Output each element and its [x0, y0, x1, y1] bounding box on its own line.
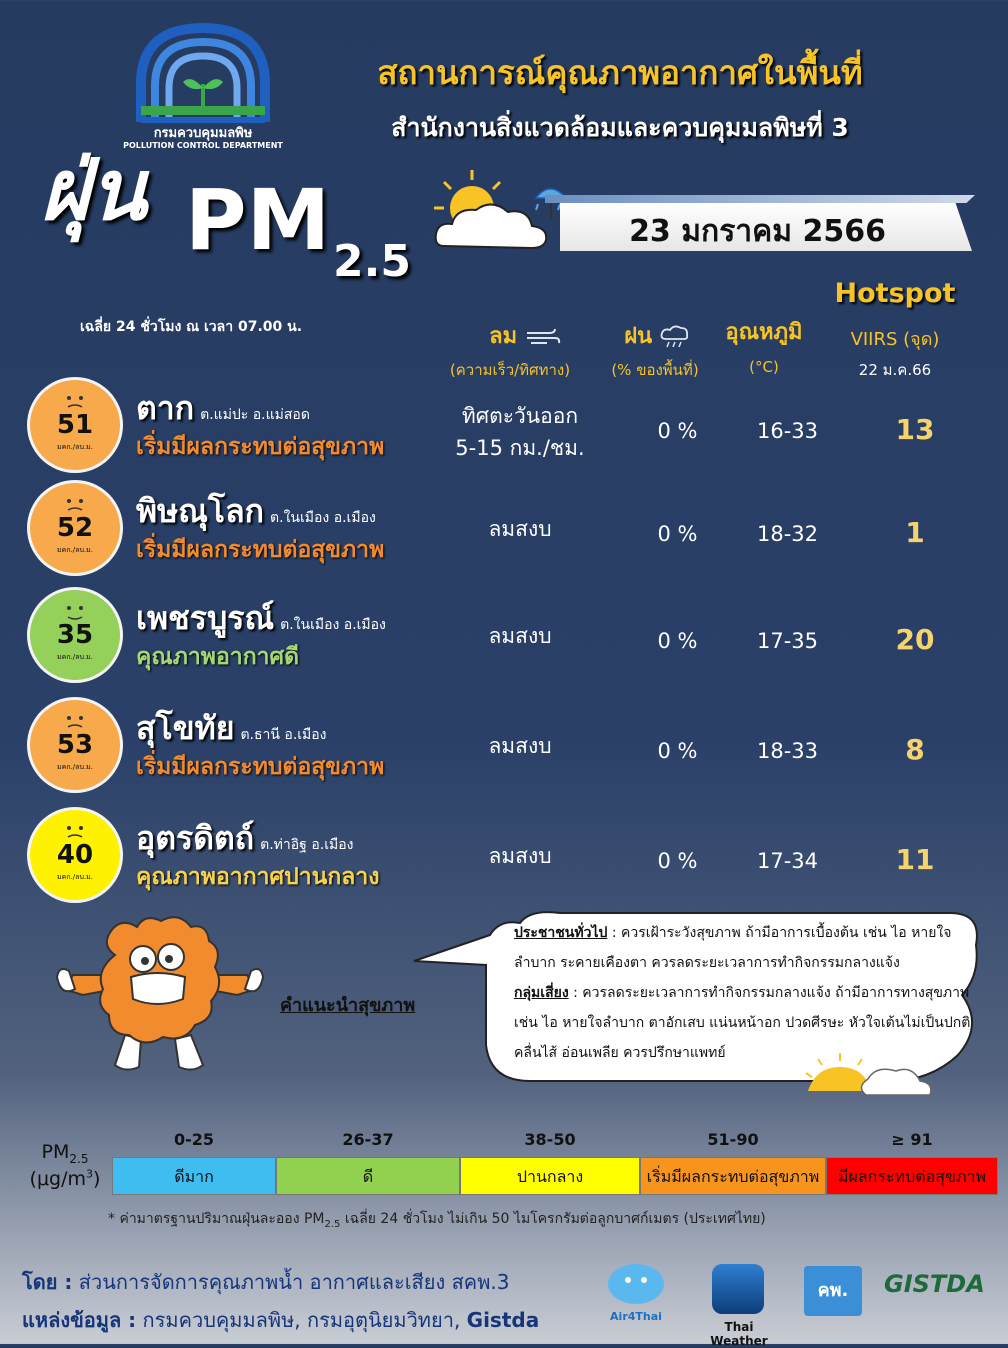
risk-group-text: : ควรลดระยะเวลาการทำกิจกรรมกลางแจ้ง ถ้ามีอาการทางสุขภาพ เช่น ไอ หายใจลำบาก ตาอักเสบ แน่นหน้าอก ปวดศีรษะ หัวใจเต้นไม่เป็นปกติ คลื่นไส้ อ่อนเพลีย ควรปรึกษาแพทย์: [514, 985, 971, 1061]
scale-level: มีผลกระทบต่อสุขภาพ: [826, 1157, 998, 1195]
station-location: ต.ในเมือง อ.เมือง: [280, 617, 386, 633]
scale-title: [22, 1140, 108, 1192]
scale-unit-end: ): [93, 1168, 101, 1191]
wind-header: [470, 318, 580, 353]
air-quality-status: คุณภาพอากาศดี: [136, 644, 300, 670]
temp-subheader: (°C): [749, 358, 779, 376]
thai-weather-logo: [700, 1264, 778, 1348]
temp-header: อุณหภูมิ: [725, 320, 803, 345]
air-quality-status: คุณภาพอากาศปานกลาง: [136, 864, 380, 890]
province-name: [136, 703, 327, 754]
pm-value-badge-inner: [38, 388, 112, 462]
pm-value-badge: [30, 590, 120, 680]
health-advice-title: คำแนะนำสุขภาพ: [280, 995, 416, 1016]
scale-range: 51-90: [707, 1130, 759, 1149]
wind-value: [430, 841, 610, 873]
province-label: ตาก: [136, 389, 195, 427]
standard-footnote: [108, 1208, 988, 1230]
scale-range: 26-37: [342, 1130, 394, 1149]
pm-value: 35: [56, 620, 94, 650]
wind-value: [430, 621, 610, 653]
station-location: ต.แม่ปะ อ.แม่สอด: [200, 407, 310, 423]
pm-value-badge: [30, 700, 120, 790]
air4thai-logo: [595, 1262, 677, 1324]
wind-icon: [525, 327, 561, 347]
wind-line-1: ลมสงบ: [488, 734, 552, 758]
rain-value: 0 %: [657, 419, 698, 443]
mood-face-icon: [60, 495, 90, 513]
pm-value: 53: [56, 730, 94, 760]
rain-value: 0 %: [657, 739, 698, 763]
province-name: [136, 486, 376, 537]
air-quality-status: เริ่มมีผลกระทบต่อสุขภาพ: [136, 754, 385, 780]
air-quality-status: เริ่มมีผลกระทบต่อสุขภาพ: [136, 537, 385, 563]
province-label: เพชรบูรณ์: [136, 599, 275, 637]
station-row: [0, 478, 1008, 578]
province-label: สุโขทัย: [136, 709, 235, 747]
hotspot-count: 1: [905, 516, 925, 549]
thai-weather-icon: [712, 1264, 764, 1314]
province-label: พิษณุโลก: [136, 492, 265, 530]
pm-unit: มคก./ลบ.ม.: [57, 763, 93, 771]
rain-header: [612, 318, 702, 353]
data-source-text: กรมควบคุมมลพิษ, กรมอุตุนิยมวิทยา,: [136, 1308, 467, 1332]
scale-label: PM: [41, 1141, 70, 1163]
org-name-th: กรมควบคุมมลพิษ: [153, 126, 253, 141]
temperature-value: 17-35: [756, 629, 819, 653]
rain-header-label: ฝน: [624, 324, 653, 349]
scale-range: 38-50: [524, 1130, 576, 1149]
hotspot-subheader: VIIRS (จุด): [850, 329, 940, 350]
pm-value-badge: [30, 380, 120, 470]
average-note: เฉลี่ย 24 ชั่วโมง ณ เวลา 07.00 น.: [80, 319, 303, 335]
pm-value: 51: [56, 410, 94, 440]
risk-group-label: กลุ่มเสี่ยง: [514, 985, 569, 1001]
wind-value: [430, 401, 610, 464]
footnote-pre: * ค่ามาตรฐานปริมาณฝุ่นละออง PM: [108, 1211, 325, 1227]
station-row: [0, 375, 1008, 475]
air4thai-icon: [595, 1262, 677, 1312]
station-location: ต.ท่าอิฐ อ.เมือง: [260, 837, 354, 853]
thai-weather-label: Thai Weather: [710, 1320, 768, 1348]
scale-level: ดี: [276, 1157, 460, 1195]
station-row: [0, 585, 1008, 685]
hotspot-count: 8: [905, 733, 925, 766]
province-name: [136, 813, 353, 864]
scale-level: ปานกลาง: [460, 1157, 640, 1195]
air4thai-label: Air4Thai: [610, 1310, 662, 1323]
gistda-logo: GISTDA: [884, 1270, 985, 1298]
temperature-value: 16-33: [756, 419, 819, 443]
pm-value: 40: [56, 840, 94, 870]
general-public-text: : ควรเฝ้าระวังสุขภาพ ถ้ามีอาการเบื้องต้น เช่น ไอ หายใจลำบาก ระคายเคืองตา ควรลดระยะเวลาการทำกิจกรรมกลางแจ้ง: [514, 925, 952, 971]
wind-value: [430, 731, 610, 763]
credit-by-label: โดย :: [22, 1270, 73, 1294]
temperature-value: 17-34: [756, 849, 819, 873]
mood-face-icon: [60, 822, 90, 840]
rain-subheader: (% ของพื้นที่): [611, 361, 699, 379]
pm-dust-mascot-icon: [55, 915, 270, 1075]
page-title: สถานการณ์คุณภาพอากาศในพื้นที่: [377, 53, 863, 92]
wind-header-label: ลม: [489, 324, 518, 349]
pm-unit: มคก./ลบ.ม.: [57, 546, 93, 554]
page-subtitle: สำนักงานสิ่งแวดล้อมและควบคุมมลพิษที่ 3: [391, 113, 849, 142]
pm-value: 52: [56, 513, 94, 543]
mood-face-icon: [60, 392, 90, 410]
province-name: [136, 383, 310, 434]
report-date: 23 มกราคม 2566: [629, 214, 886, 249]
wind-line-1: ทิศตะวันออก: [461, 404, 579, 428]
wind-line-2: 5-15 กม./ชม.: [455, 435, 585, 460]
wind-value: [430, 514, 610, 546]
pm-value-badge: [30, 810, 120, 900]
pm-unit: มคก./ลบ.ม.: [57, 443, 93, 451]
pm-value-badge-inner: [38, 491, 112, 565]
general-public-label: ประชาชนทั่วไป: [514, 925, 608, 941]
sun-cloud-umbrella-icon: [432, 168, 572, 256]
province-label: อุตรดิตถ์: [136, 819, 255, 857]
mood-face-icon: [60, 712, 90, 730]
hotspot-date: 22 ม.ค.66: [858, 361, 932, 379]
hotspot-count: 20: [895, 623, 935, 656]
credit-by: [22, 1266, 509, 1298]
scale-level: เริ่มมีผลกระทบต่อสุขภาพ: [640, 1157, 826, 1195]
rain-value: 0 %: [657, 629, 698, 653]
station-row: [0, 695, 1008, 795]
wind-line-1: ลมสงบ: [488, 517, 552, 541]
air-quality-status: เริ่มมีผลกระทบต่อสุขภาพ: [136, 434, 385, 460]
footnote-post: เฉลี่ย 24 ชั่วโมง ไม่เกิน 50 ไมโครกรัมต่อลูกบาศก์เมตร (ประเทศไทย): [340, 1211, 766, 1227]
data-source: [22, 1304, 539, 1336]
pm-value-badge-inner: [38, 708, 112, 782]
pm-unit: มคก./ลบ.ม.: [57, 873, 93, 881]
station-location: ต.ธานี อ.เมือง: [240, 727, 327, 743]
hotspot-header: Hotspot: [834, 278, 956, 309]
org-name-en: POLLUTION CONTROL DEPARTMENT: [123, 141, 283, 150]
temperature-value: 18-33: [756, 739, 819, 763]
credit-by-text: ส่วนการจัดการคุณภาพน้ำ อากาศและเสียง สคพ.3: [72, 1270, 510, 1294]
wind-subheader: (ความเร็ว/ทิศทาง): [449, 361, 571, 379]
scale-unit-sup: 3: [86, 1168, 94, 1182]
advice-text: [514, 918, 974, 1068]
hotspot-count: 11: [895, 843, 935, 876]
rain-value: 0 %: [657, 522, 698, 546]
mood-face-icon: [60, 602, 90, 620]
data-source-label: แหล่งข้อมูล :: [22, 1308, 137, 1332]
scale-label-sub: 2.5: [69, 1151, 89, 1166]
date-banner-accent: [545, 195, 975, 203]
data-source-gistda: Gistda: [466, 1308, 540, 1332]
scale-unit: (μg/m: [29, 1168, 87, 1191]
station-row: [0, 805, 1008, 905]
temperature-value: 18-32: [756, 522, 819, 546]
hotspot-count: 13: [895, 413, 935, 446]
scale-range: ≥ 91: [891, 1130, 933, 1149]
pm-label: PM: [185, 171, 331, 269]
scale-level: ดีมาก: [112, 1157, 276, 1195]
pm-thai-label: ฝุ่น: [40, 141, 147, 239]
rain-cloud-icon: [660, 325, 690, 349]
pcd-small-logo: คพ.: [804, 1266, 862, 1316]
province-name: [136, 593, 386, 644]
pm-subscript: 2.5: [333, 236, 411, 287]
wind-line-1: ลมสงบ: [488, 844, 552, 868]
rain-value: 0 %: [657, 849, 698, 873]
pm-unit: มคก./ลบ.ม.: [57, 653, 93, 661]
wind-line-1: ลมสงบ: [488, 624, 552, 648]
pm-value-badge: [30, 483, 120, 573]
footnote-sub: 2.5: [324, 1218, 341, 1230]
pm-value-badge-inner: [38, 818, 112, 892]
scale-range: 0-25: [173, 1130, 215, 1149]
station-location: ต.ในเมือง อ.เมือง: [270, 510, 376, 526]
pm-value-badge-inner: [38, 598, 112, 672]
